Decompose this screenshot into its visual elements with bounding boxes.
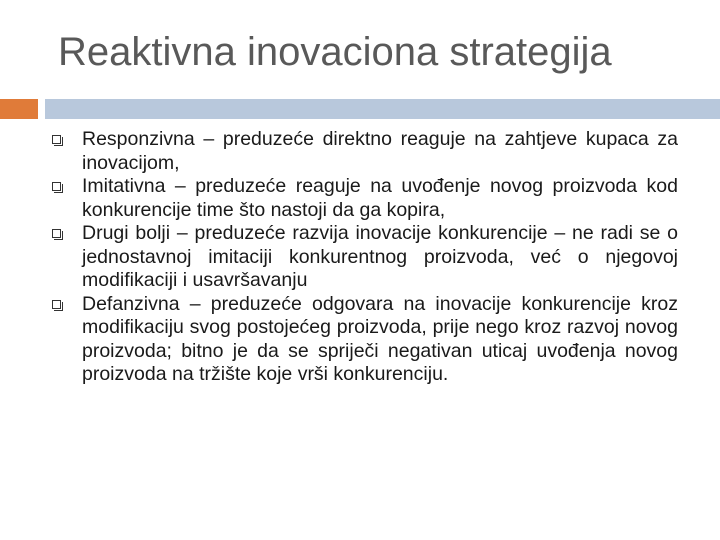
list-item-text: Imitativna – preduzeće reaguje na uvođenje novog proizvoda kod konkurencije time što nastoji da ga kopira, — [82, 175, 678, 221]
square-bullet-icon — [52, 229, 61, 238]
list-item — [52, 293, 678, 387]
square-bullet-icon — [52, 135, 61, 144]
title-divider-accent — [0, 99, 38, 119]
bullet-list — [52, 128, 678, 387]
slide-title: Reaktivna inovaciona strategija — [58, 30, 612, 74]
square-bullet-icon — [52, 182, 61, 191]
title-divider-bar — [45, 99, 720, 119]
list-item-text: Defanzivna – preduzeće odgovara na inovacije konkurencije kroz modifikaciju svog postojećeg proizvoda, prije nego kroz razvoj novog proizvoda; bitno je da se spriječi negativan uticaj uvođenja novog proizvoda na tržište koje vrši konkurenciju. — [82, 292, 678, 385]
list-item-text: Drugi bolji – preduzeće razvija inovacije konkurencije – ne radi se o jednostavnoj imitaciji konkurentnog proizvoda, već o njegovoj modifikaciji i usavršavanju — [82, 222, 678, 291]
list-item — [52, 128, 678, 175]
square-bullet-icon — [52, 300, 61, 309]
list-item-text: Responzivna – preduzeće direktno reaguje na zahtjeve kupaca za inovacijom, — [82, 128, 678, 174]
list-item — [52, 175, 678, 222]
list-item — [52, 222, 678, 293]
